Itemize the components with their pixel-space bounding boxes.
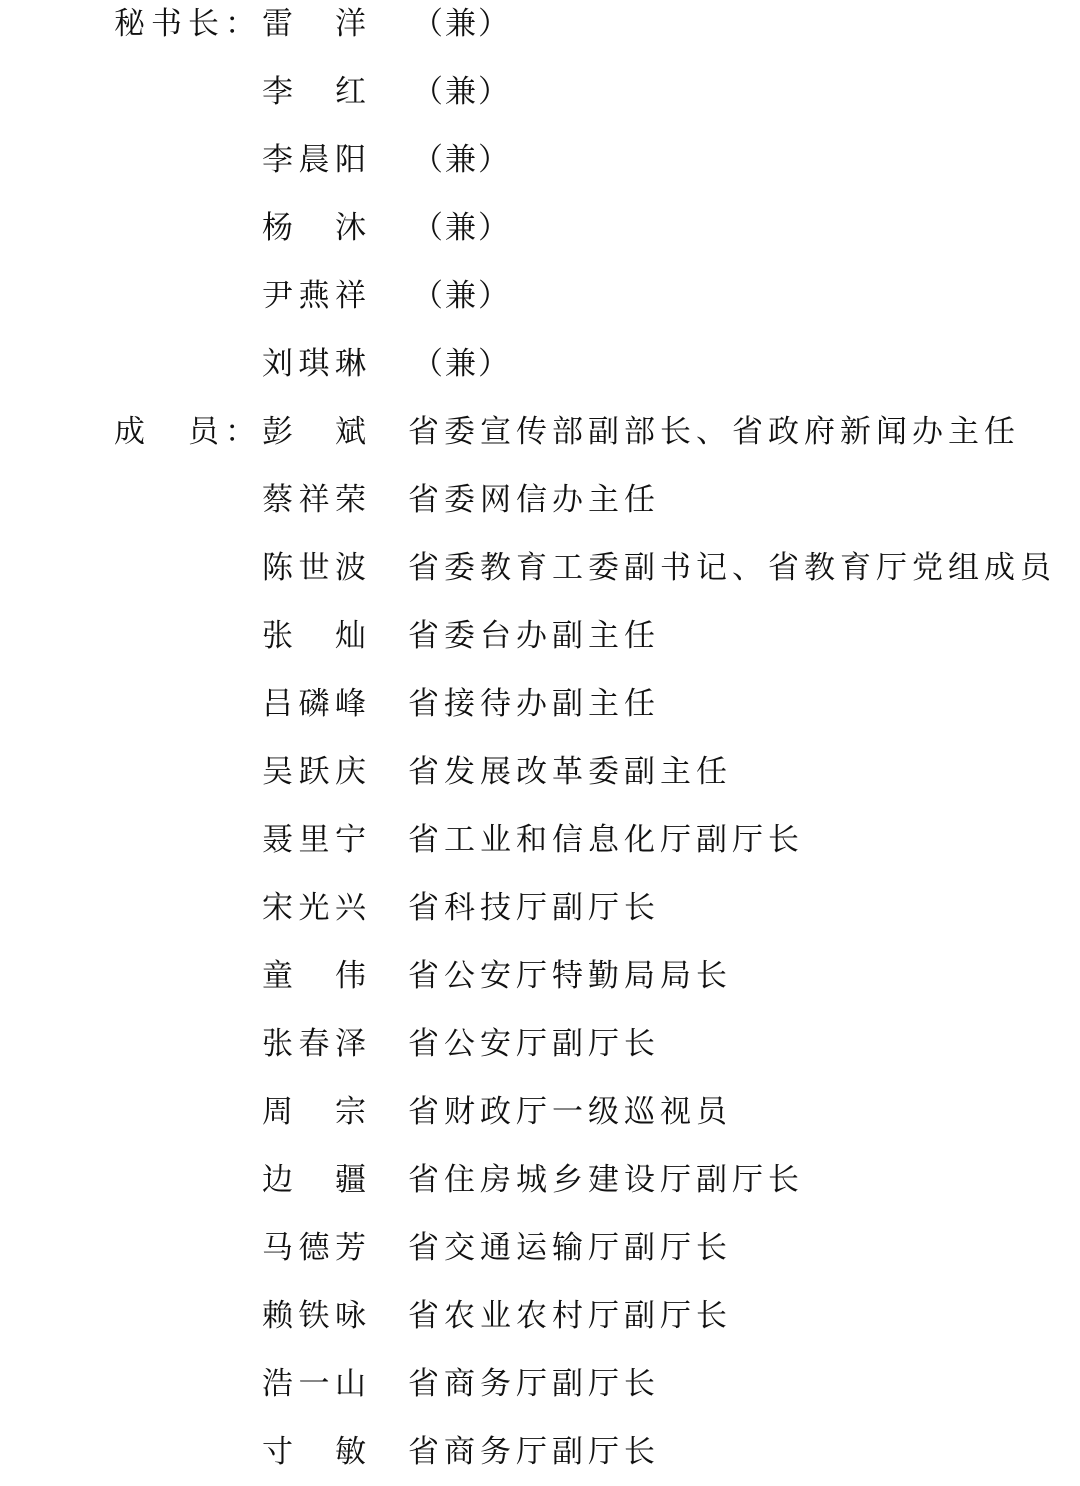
name-char: 宁: [335, 822, 366, 858]
position-title: 省委宣传部副部长、省政府新闻办主任: [408, 414, 1020, 450]
person-name: [262, 752, 366, 792]
person-name: [262, 344, 366, 384]
person-name: [262, 1024, 366, 1064]
position-title: 省住房城乡建设厅副厅长: [408, 1162, 804, 1198]
position-title: 省财政厅一级巡视员: [408, 1094, 732, 1130]
list-item: [0, 534, 1080, 602]
concurrent-note: （兼）: [412, 210, 511, 246]
person-name: [262, 616, 366, 656]
name-char: 斌: [335, 414, 366, 450]
name-char: 沐: [335, 210, 366, 246]
list-item: [0, 1418, 1080, 1486]
name-char: 李: [262, 142, 293, 178]
list-item: [0, 738, 1080, 806]
name-char: 咏: [335, 1298, 366, 1334]
name-char: 阳: [335, 142, 366, 178]
name-char: 峰: [335, 686, 366, 722]
name-char: 陈: [262, 550, 293, 586]
name-char: 波: [335, 550, 366, 586]
list-item: [0, 602, 1080, 670]
name-char: 吕: [262, 686, 293, 722]
name-char: 铁: [298, 1298, 330, 1334]
list-item: [0, 1214, 1080, 1282]
role-label: 成 员：: [114, 414, 262, 450]
list-item: [0, 942, 1080, 1010]
position-title: 省委教育工委副书记、省教育厅党组成员: [408, 550, 1056, 586]
list-item: [0, 1010, 1080, 1078]
position-title: 省委网信办主任: [408, 482, 660, 518]
name-char: 光: [298, 890, 330, 926]
name-char: 洋: [335, 6, 366, 42]
name-char: 李: [262, 74, 293, 110]
name-char: 马: [262, 1230, 293, 1266]
person-name: [262, 276, 366, 316]
list-item: [0, 58, 1080, 126]
role-label: 秘书长：: [114, 6, 262, 42]
position-title: 省科技厅副厅长: [408, 890, 660, 926]
concurrent-note: （兼）: [412, 346, 511, 382]
position-title: 省公安厅特勤局局长: [408, 958, 732, 994]
person-name: [262, 684, 366, 724]
list-item: [0, 1282, 1080, 1350]
concurrent-note: （兼）: [412, 278, 511, 314]
person-name: [262, 412, 366, 452]
name-char: 宗: [335, 1094, 366, 1130]
position-title: 省商务厅副厅长: [408, 1434, 660, 1470]
name-char: 尹: [262, 278, 293, 314]
list-item: [0, 670, 1080, 738]
name-char: 吴: [262, 754, 293, 790]
name-char: 张: [262, 1026, 293, 1062]
name-char: 德: [298, 1230, 330, 1266]
name-char: 荣: [335, 482, 366, 518]
name-char: 疆: [335, 1162, 366, 1198]
name-char: 寸: [262, 1434, 293, 1470]
list-item: [0, 466, 1080, 534]
name-char: 兴: [335, 890, 366, 926]
position-title: 省委台办副主任: [408, 618, 660, 654]
position-title: 省农业农村厅副厅长: [408, 1298, 732, 1334]
name-char: 芳: [335, 1230, 366, 1266]
name-char: 春: [298, 1026, 330, 1062]
person-name: [262, 1160, 366, 1200]
person-name: [262, 548, 366, 588]
concurrent-note: （兼）: [412, 6, 511, 42]
name-char: 里: [298, 822, 330, 858]
list-item: [0, 806, 1080, 874]
name-char: 雷: [262, 6, 293, 42]
list-item: [0, 398, 1080, 466]
name-char: 浩: [262, 1366, 293, 1402]
name-char: 跃: [298, 754, 330, 790]
name-char: 杨: [262, 210, 293, 246]
position-title: 省工业和信息化厅副厅长: [408, 822, 804, 858]
name-char: 张: [262, 618, 293, 654]
person-name: [262, 208, 366, 248]
list-item: [0, 126, 1080, 194]
person-name: [262, 1092, 366, 1132]
name-char: 庆: [335, 754, 366, 790]
name-char: 童: [262, 958, 293, 994]
list-item: [0, 1350, 1080, 1418]
name-char: 磷: [298, 686, 330, 722]
person-name: [262, 1296, 366, 1336]
secretary-general-section: [0, 0, 1080, 398]
name-char: 赖: [262, 1298, 293, 1334]
list-item: [0, 330, 1080, 398]
name-char: 聂: [262, 822, 293, 858]
name-char: 红: [335, 74, 366, 110]
name-char: 灿: [335, 618, 366, 654]
name-char: 彭: [262, 414, 293, 450]
person-name: [262, 140, 366, 180]
concurrent-note: （兼）: [412, 74, 511, 110]
list-item: [0, 1078, 1080, 1146]
person-name: [262, 1228, 366, 1268]
name-char: 周: [262, 1094, 293, 1130]
person-name: [262, 820, 366, 860]
name-char: 世: [298, 550, 330, 586]
name-char: 琳: [335, 346, 366, 382]
person-name: [262, 888, 366, 928]
name-char: 敏: [335, 1434, 366, 1470]
person-name: [262, 1364, 366, 1404]
position-title: 省公安厅副厅长: [408, 1026, 660, 1062]
name-char: 山: [335, 1366, 366, 1402]
position-title: 省交通运输厅副厅长: [408, 1230, 732, 1266]
position-title: 省商务厅副厅长: [408, 1366, 660, 1402]
person-name: [262, 480, 366, 520]
person-name: [262, 72, 366, 112]
name-char: 蔡: [262, 482, 293, 518]
name-char: 边: [262, 1162, 293, 1198]
list-item: [0, 0, 1080, 58]
name-char: 一: [298, 1366, 330, 1402]
members-section: [0, 398, 1080, 1486]
list-item: [0, 194, 1080, 262]
person-name: [262, 956, 366, 996]
list-item: [0, 874, 1080, 942]
list-item: [0, 1146, 1080, 1214]
name-char: 伟: [335, 958, 366, 994]
name-char: 泽: [335, 1026, 366, 1062]
person-name: [262, 1432, 366, 1472]
name-char: 刘: [262, 346, 293, 382]
name-char: 晨: [298, 142, 330, 178]
list-item: [0, 262, 1080, 330]
name-char: 祥: [335, 278, 366, 314]
person-name: [262, 4, 366, 44]
concurrent-note: （兼）: [412, 142, 511, 178]
name-char: 燕: [298, 278, 330, 314]
position-title: 省发展改革委副主任: [408, 754, 732, 790]
position-title: 省接待办副主任: [408, 686, 660, 722]
name-char: 祥: [298, 482, 330, 518]
name-char: 琪: [298, 346, 330, 382]
name-char: 宋: [262, 890, 293, 926]
